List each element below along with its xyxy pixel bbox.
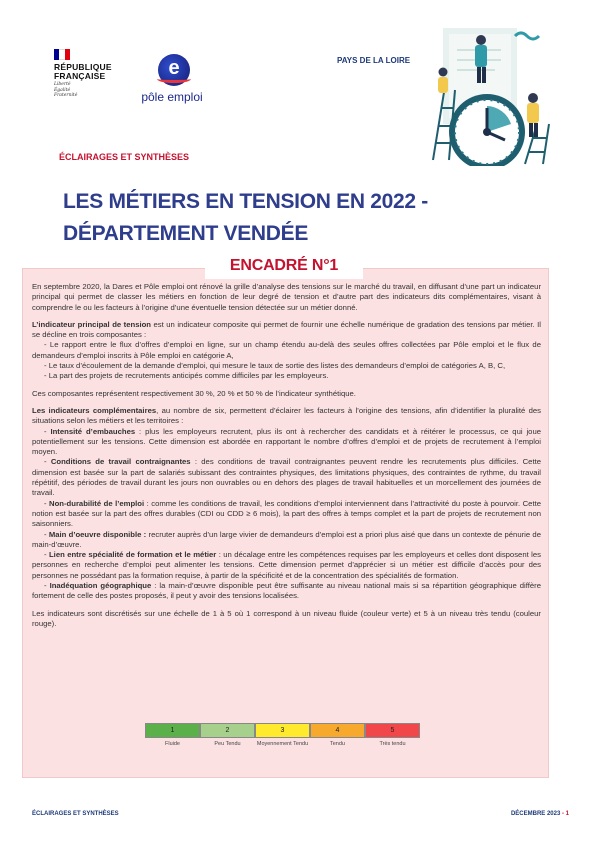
complementary-item: - Lien entre spécialité de formation et le métier : un décalage entre les compétences requises par les employeurs et celles dont disposent les personnes en recherche d’emploi peut alimenter les tensions. Cette dimension permet d’apprécier si un métier est difficile d’accès pour des personnes ne possédant pas la formation requise, à partir de la spécificité et de la concentration des spécialités de formation. [32, 550, 541, 580]
republic-motto: Liberté Égalité Fraternité [54, 82, 78, 98]
footer-date-page: DÉCEMBRE 2023 - 1 [510, 811, 569, 817]
footer-publication: ÉCLAIRAGES ET SYNTHÈSES [32, 811, 119, 817]
complementary-item: - Conditions de travail contraignantes : des conditions de travail contraignantes peuvent rendre les recrutements plus difficiles. Cette dimension est basée sur la part de salariés subissant des contraintes physiques, des limitations physiques, des contraintes de rythme, du travail répétitif, des périodes de travail durant les jours non ouvrables ou en dehors des plages de travail habituelles et un morcellement des journées de travail. [32, 457, 541, 498]
scale-level [145, 723, 200, 748]
scale-color-box: 5 [365, 723, 420, 738]
scale-level [310, 723, 365, 748]
section-eyebrow: ÉCLAIRAGES ET SYNTHÈSES [59, 152, 190, 162]
scale-level [200, 723, 255, 748]
clock-illustration [425, 28, 553, 166]
scale-color-box: 2 [200, 723, 255, 738]
weights-paragraph: Ces composantes représentent respectivement 30 %, 20 % et 50 % de l’indicateur synthétique. [32, 388, 356, 398]
scale-color-box: 1 [145, 723, 200, 738]
complementary-item: - Intensité d’embauches : plus les employeurs recrutent, plus ils ont à rechercher des candidats et à réitérer le processus, ce qui joue potentiellement sur les tensions. Cette dimension est abordée en rapportant le nombre d’offres d’emploi et de projets de recrutement à l’emploi moyen. [32, 426, 541, 457]
complementary-paragraph: Les indicateurs complémentaires, au nombre de six, permettent d’éclairer les facteurs à l’origine des tensions, afin d’identifier la pluralité des situations selon les métiers et les territoires : [32, 405, 542, 426]
scale-label: Tendu [330, 741, 345, 747]
scale-color-box: 3 [255, 723, 310, 738]
complementary-item: - Inadéquation géographique : la main-d’œuvre disponible peut être suffisante au niveau national mais si sa répartition géographique diffère fortement de celle des postes proposés, il peut y avoir des tensions localisées. [32, 581, 541, 601]
pole-emploi-logo: e pôle emploi [136, 52, 208, 108]
tension-scale [145, 723, 420, 748]
page-number: 1 [565, 811, 569, 817]
box-heading: ENCADRÉ N°1 [205, 252, 363, 279]
scale-label: Moyennement Tendu [256, 741, 309, 747]
scale-label: Fluide [165, 741, 180, 747]
component-item: - Le rapport entre le flux d’offres d’emploi en ligne, sur un champ étendu au-delà des seules offres collectées par Pôle emploi et le flux de demandeurs d’emploi inscrits à Pôle emploi en catégorie A, [32, 340, 541, 360]
component-item: - Le taux d’écoulement de la demande d’emploi, qui mesure le taux de sortie des listes des demandeurs d’emploi de catégories A, B, C, [44, 361, 506, 371]
republic-name: RÉPUBLIQUE FRANÇAISE [54, 62, 112, 81]
scale-label: Très tendu [379, 741, 406, 747]
french-flag-icon [54, 49, 70, 60]
complementary-item: - Main d’oeuvre disponible : recruter auprès d’un large vivier de demandeurs d’emploi est a priori plus aisé que dans un contexte de pénurie de main-d’œuvre. [32, 529, 541, 549]
principal-indicator-paragraph: L’indicateur principal de tension est un indicateur composite qui permet de fournir une échelle numérique de gradation des tensions par métier. Il se décline en trois composantes : [32, 319, 541, 340]
box-body [32, 282, 541, 636]
complementary-item: - Non-durabilité de l’emploi : comme les conditions de travail, les conditions d’emploi interviennent dans l’attractivité du poste à pourvoir. Cette notion est basée sur la part des offres durables (CDI ou CDD ≥ 6 mois), la part des offres à temps complet et la part de projets de recrutement non saisonniers. [32, 498, 541, 529]
scale-level [255, 723, 310, 748]
component-item: - La part des projets de recrutements anticipés comme difficiles par les employeurs. [44, 371, 329, 381]
scale-paragraph: Les indicateurs sont discrétisés sur une échelle de 1 à 5 où 1 correspond à un niveau fluide (couleur verte) et 5 à un niveau très tendu (couleur rouge). [32, 608, 541, 628]
region-label: PAYS DE LA LOIRE [337, 56, 411, 65]
pole-emploi-wordmark: pôle emploi [141, 90, 203, 104]
page-title: LES MÉTIERS EN TENSION EN 2022 - DÉPARTEMENT VENDÉE [63, 190, 428, 245]
scale-label: Peu Tendu [214, 741, 241, 747]
intro-paragraph: En septembre 2020, la Dares et Pôle emploi ont rénové la grille d’analyse des tensions sur le marché du travail, en diffusant d’une part un indicateur principal qui permet de classer les métiers en fonction de leur degré de tension et d’autre part des indicateurs dits complémentaires, visant à comprendre le ou les facteurs à l’origine d’une éventuelle tension détectée sur un métier donné. [32, 282, 541, 312]
scale-level [365, 723, 420, 748]
scale-color-box: 4 [310, 723, 365, 738]
republique-francaise-logo [54, 49, 124, 105]
